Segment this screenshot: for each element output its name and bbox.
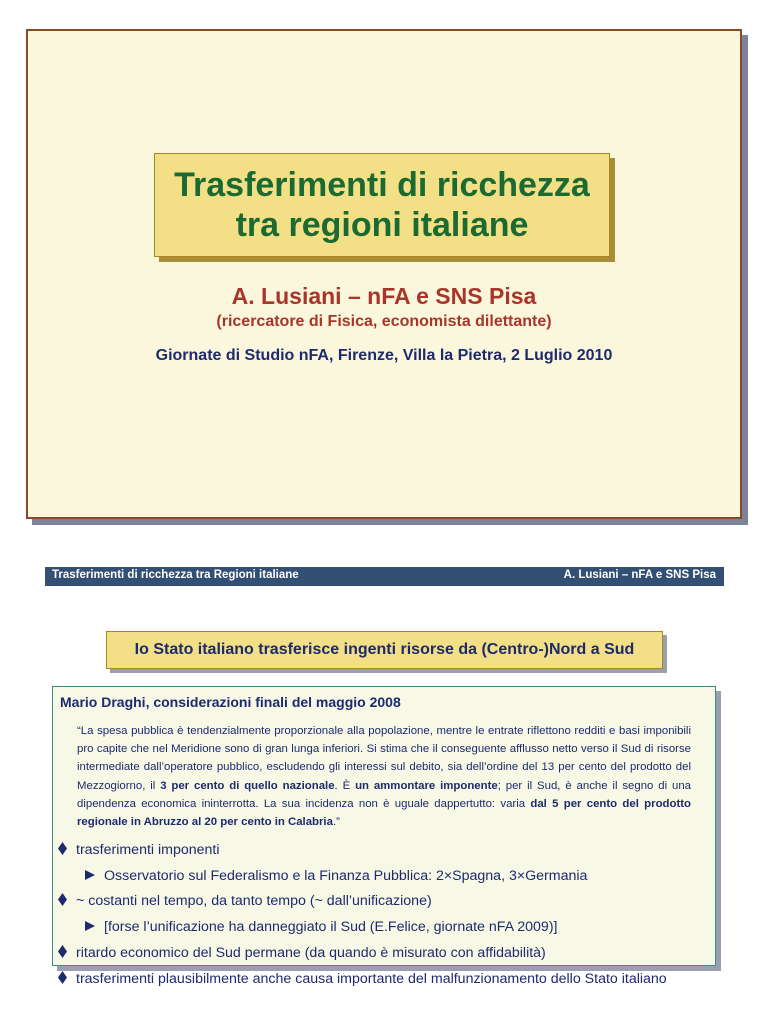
quote-part: “La spesa pubblica è tendenzialmente proporzionale alla popolazione, mentre le entrate riflettono redditi e basi imponibili pro capite che nel Meridione sono di gran lunga inferiori. Si stima che il conseguente afflusso netto verso il Sud di risorse intermediate dall’operatore pubblico, escludendo gli interessi sul debito, sia dell’ordine del 13 per cento del prodotto del Mezzogiorno, il [77, 725, 691, 792]
triangle-bullet-icon [85, 921, 95, 931]
bullet-item [58, 945, 546, 961]
slide-subtitle: Io Stato italiano trasferisce ingenti risorse da (Centro-)Nord a Sud [134, 641, 635, 658]
slide-header-bar [45, 567, 724, 586]
header-author: A. Lusiani – nFA e SNS Pisa [563, 569, 716, 581]
title-box [154, 153, 610, 257]
title-slide [26, 29, 742, 519]
event-line: Giornate di Studio nFA, Firenze, Villa la Pietra, 2 Luglio 2010 [155, 347, 613, 364]
bullet-item [58, 893, 432, 909]
sub-bullet-item [85, 919, 558, 935]
diamond-bullet-icon [58, 945, 67, 958]
quote-part: . È [334, 779, 356, 792]
quote-bold: 3 per cento di quello nazionale [160, 779, 335, 792]
bullet-item [58, 971, 667, 987]
slide-title-line-1: Trasferimenti di ricchezza [174, 166, 590, 204]
bullet-text: ritardo economico del Sud permane (da quando è misurato con affidabilità) [76, 945, 546, 961]
quote-heading: Mario Draghi, considerazioni finali del maggio 2008 [60, 694, 401, 710]
slide-subtitle-box [106, 631, 663, 669]
sub-bullet-item [85, 868, 587, 884]
diamond-bullet-icon [58, 893, 67, 906]
diamond-bullet-icon [58, 842, 67, 855]
header-title: Trasferimenti di ricchezza tra Regioni italiane [52, 569, 299, 581]
quote-bold: un ammontare imponente [355, 779, 498, 792]
author-name: A. Lusiani – nFA e SNS Pisa [231, 283, 537, 309]
bullet-text: trasferimenti plausibilmente anche causa importante del malfunzionamento dello Stato italiano [76, 971, 667, 987]
diamond-bullet-icon [58, 971, 67, 984]
author-note: (ricercatore di Fisica, economista dilettante) [216, 313, 552, 330]
quote-part: ; per il Sud, è anche il segno di una dipendenza economica ininterrotta. La sua incidenza non è uguale dappertutto: varia [77, 779, 692, 810]
bullet-text: trasferimenti imponenti [76, 842, 220, 858]
quote-bold: dal 5 per cento del prodotto regionale in Abruzzo al 20 per cento in Calabria [77, 797, 691, 829]
triangle-bullet-icon [85, 870, 95, 880]
bullet-text: [forse l’unificazione ha danneggiato il Sud (E.Felice, giornate nFA 2009)] [104, 919, 558, 935]
bullet-text: Osservatorio sul Federalismo e la Finanza Pubblica: 2×Spagna, 3×Germania [104, 868, 588, 884]
quote-text [77, 722, 691, 831]
bullet-item [58, 842, 220, 858]
bullet-text: ~ costanti nel tempo, da tanto tempo (~ dall’unificazione) [76, 893, 432, 909]
slide-title-line-2: tra regioni italiane [235, 206, 529, 244]
quote-part: .” [332, 816, 340, 829]
